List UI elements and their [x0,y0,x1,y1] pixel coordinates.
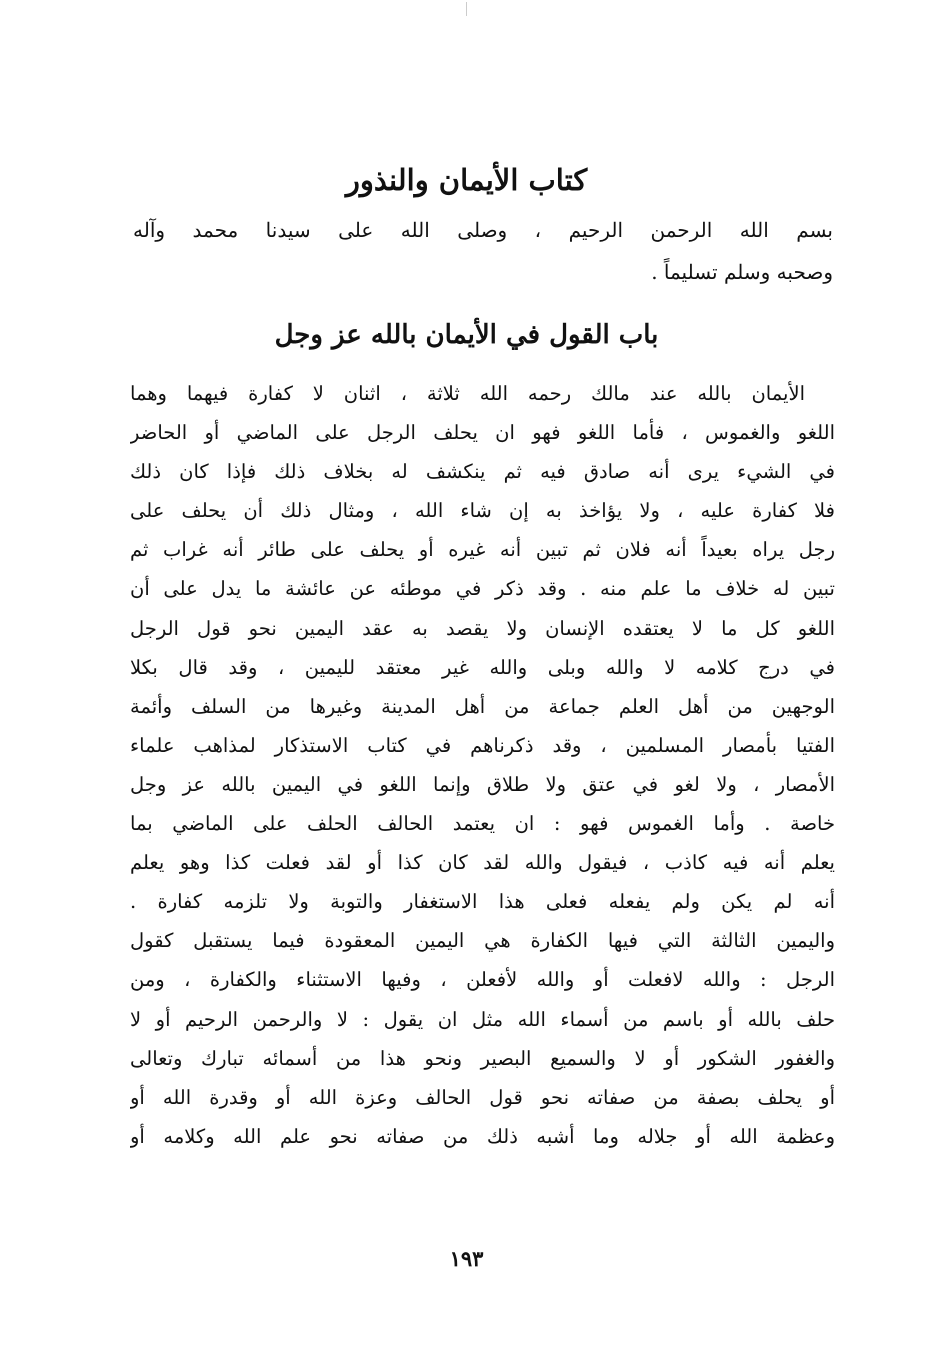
body-line: الرجل : والله لافعلت أو والله لأفعلن ، وفيها الاستثناء والكفارة ، ومن [130,968,835,992]
body-text [130,376,835,1158]
body-line: فلا كفارة عليه ، ولا يؤاخذ به إن شاء الله ، ومثال ذلك أن يحلف على [130,499,835,523]
body-line: خاصة . وأما الغموس فهو : ان يعتمد الحالف الحلف على الماضي بما [130,812,835,836]
page-number: ١٩٣ [449,1246,484,1271]
body-line: حلف بالله أو باسم من أسماء الله مثل ان يقول : لا والرحمن الرحيم أو لا [130,1007,835,1031]
body-line: أو يحلف بصفة من صفاته نحو قول الحالف وعزة الله أو وقدرة الله أو [130,1085,835,1109]
body-line: يعلم أنه فيه كاذب ، فيقول والله لقد كان كذا أو لقد فعلت كذا وهو يعلم [130,851,835,875]
body-line: تبين له خلاف ما علم منه . وقد ذكر في موطئه عن عائشة ما يدل على أن [130,577,835,601]
body-line: الأيمان بالله عند مالك رحمه الله ثلاثة ، اثنان لا كفارة فيهما وهما [130,382,805,405]
body-line: والغفور الشكور أو لا والسميع البصير ونحو هذا من أسمائه تبارك وتعالى [130,1046,835,1070]
body-line: أنه لم يكن ولم يفعله فعلى هذا الاستغفار والتوبة ولا تلزمه كفارة . [130,890,835,914]
scan-mark [466,2,467,16]
chapter-title: كتاب الأيمان والنذور [345,163,588,197]
basmala-line-2: وصحبه وسلم تسليماً . [651,260,833,284]
section-title: باب القول في الأيمان بالله عز وجل [274,320,659,350]
basmala-line-1: بسم الله الرحمن الرحيم ، وصلى الله على سيدنا محمد وآله [133,218,833,242]
body-line: رجل يراه بعيداً أنه فلان ثم تبين أنه غيره أو يحلف على طائر أنه غراب ثم [130,538,835,562]
body-line: اللغو والغموس ، فأما اللغو فهو ان يحلف الرجل على الماضي أو الحاضر [130,421,835,445]
body-line: اللغو كل ما لا يعتقده الإنسان ولا يقصد به عقد اليمين نحو قول الرجل [130,616,835,640]
body-line: في الشيء يرى أنه صادق فيه ثم ينكشف له بخلاف ذلك فإذا كان ذلك [130,460,835,484]
body-line: في درج كلامه لا والله وبلى والله غير معتقد لليمين ، وقد قال بكلا [130,655,835,679]
body-line: وعظمة الله أو جلاله وما أشبه ذلك من صفاته نحو علم الله وكلامه أو [130,1124,835,1148]
body-line: الأمصار ، ولا لغو في عتق ولا طلاق وإنما اللغو في اليمين بالله عز وجل [130,772,835,796]
body-line: الوجهين من أهل العلم جماعة من أهل المدينة وغيرها من السلف وأئمة [130,694,835,718]
body-line: واليمين الثالثة التي فيها الكفارة هي اليمين المعقودة فيما يستقبل كقول [130,929,835,953]
body-line: الفتيا بأمصار المسلمين ، وقد ذكرناهم في كتاب الاستذكار لمذاهب علماء [130,733,835,757]
